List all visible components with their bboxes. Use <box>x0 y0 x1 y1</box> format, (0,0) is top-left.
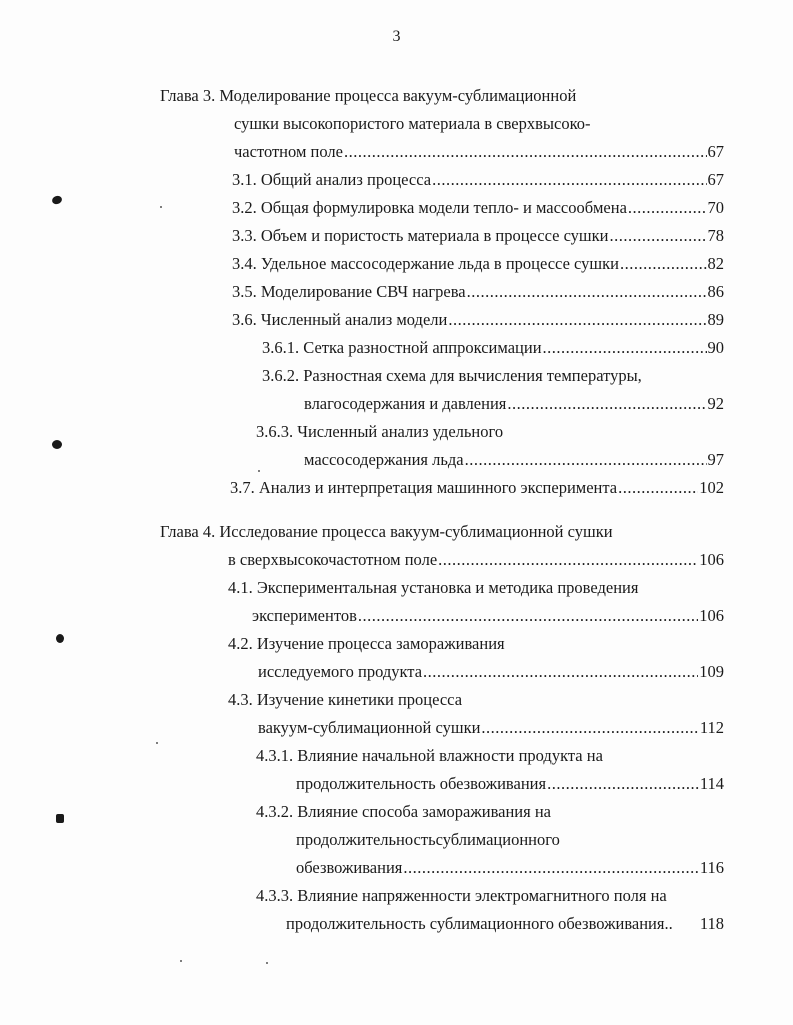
toc-title: 3.6.1. Сетка разностной аппроксимации <box>262 338 542 357</box>
toc-title: продолжительность сублимационного обезвоживания.. <box>286 914 673 933</box>
toc-page: 97 <box>707 450 724 469</box>
toc-entry-3-1 <box>232 170 724 190</box>
toc-entry-3-6-2-line-2 <box>304 394 724 414</box>
toc-page: 109 <box>699 662 724 681</box>
dot-leader <box>432 170 706 190</box>
toc-title: экспериментов <box>252 606 357 625</box>
toc-entry-3-6-3-line-2 <box>304 450 724 470</box>
toc-page: 90 <box>707 338 724 357</box>
toc-title: исследуемого продукта <box>258 662 423 681</box>
chapter-3-heading-line-2: сушки высокопористого материала в сверхвысоко- <box>234 114 591 133</box>
toc-entry-4-1-line-1: 4.1. Экспериментальная установка и методика проведения <box>228 578 639 597</box>
toc-title: 3.3. Объем и пористость материала в процессе сушки <box>232 226 609 245</box>
dot-leader <box>403 858 698 878</box>
toc-entry-3-4 <box>232 254 724 274</box>
toc-page: 67 <box>707 170 724 189</box>
dot-leader <box>481 718 698 738</box>
dot-leader <box>543 338 707 358</box>
toc-title: 3.1. Общий анализ процесса <box>232 170 432 189</box>
toc-entry-4-3-2-line-3 <box>296 858 724 878</box>
toc-entry-4-3-3-line-2 <box>286 914 724 934</box>
toc-entry-3-6 <box>232 310 724 330</box>
toc-entry-4-2-line-2 <box>258 662 724 682</box>
toc-entry-3-2 <box>232 198 724 218</box>
dot-leader <box>465 450 707 470</box>
toc-title: 3.2. Общая формулировка модели тепло- и массообмена <box>232 198 627 217</box>
dot-leader <box>438 550 698 570</box>
toc-page: 114 <box>699 774 724 793</box>
toc-entry-4-3-line-2 <box>258 718 724 738</box>
toc-entry-3-6-1 <box>262 338 724 358</box>
toc-entry-3-7 <box>230 478 724 498</box>
toc-entry-3-6-3-line-1: 3.6.3. Численный анализ удельного <box>256 422 504 441</box>
toc-page: 116 <box>699 858 724 877</box>
toc-entry-4-3-3-line-1: 4.3.3. Влияние напряженности электромагнитного поля на <box>256 886 667 905</box>
toc-title: частотном поле <box>234 142 343 161</box>
dot-leader <box>448 310 706 330</box>
binding-hole-mark <box>56 634 64 643</box>
toc-title: 3.5. Моделирование СВЧ нагрева <box>232 282 466 301</box>
dot-leader <box>609 226 706 246</box>
toc-page: 106 <box>699 606 724 625</box>
binding-hole-mark <box>52 440 62 449</box>
toc-page: 70 <box>707 198 724 217</box>
toc-title: массосодержания льда <box>304 450 464 469</box>
dot-leader <box>628 198 707 218</box>
scan-speck <box>160 206 162 208</box>
toc-title: 3.4. Удельное массосодержание льда в процессе сушки <box>232 254 619 273</box>
dot-leader <box>620 254 707 274</box>
scan-speck <box>156 742 158 744</box>
scan-speck <box>266 962 268 964</box>
scan-speck <box>258 470 260 472</box>
chapter-4-heading-line-1: Глава 4. Исследование процесса вакуум-сублимационной сушки <box>160 522 613 541</box>
dot-leader <box>358 606 698 626</box>
dot-leader <box>507 394 706 414</box>
toc-page: 89 <box>707 310 724 329</box>
toc-entry-3-3 <box>232 226 724 246</box>
dot-leader <box>467 282 707 302</box>
binding-hole-mark <box>51 195 63 206</box>
toc-page: 78 <box>707 226 724 245</box>
toc-entry-4-3-line-1: 4.3. Изучение кинетики процесса <box>228 690 463 709</box>
toc-title: 3.6. Численный анализ модели <box>232 310 448 329</box>
toc-page: 118 <box>699 914 724 933</box>
dot-leader <box>423 662 698 682</box>
toc-entry-4-2-line-1: 4.2. Изучение процесса замораживания <box>228 634 505 653</box>
toc-page: 106 <box>699 550 724 569</box>
binding-hole-mark <box>56 814 64 823</box>
toc-entry-4-3-1-line-1: 4.3.1. Влияние начальной влажности продукта на <box>256 746 603 765</box>
toc-entry-3-5 <box>232 282 724 302</box>
toc-entry-4-3-2-line-1: 4.3.2. Влияние способа замораживания на <box>256 802 552 821</box>
scan-speck <box>180 960 182 962</box>
toc-title: обезвоживания <box>296 858 403 877</box>
toc-page: 86 <box>707 282 724 301</box>
chapter-3-heading-line-1: Глава 3. Моделирование процесса вакуум-сублимационной <box>160 86 577 105</box>
toc-entry-3-6-2-line-1: 3.6.2. Разностная схема для вычисления температуры, <box>262 366 642 385</box>
toc-title: влагосодержания и давления <box>304 394 507 413</box>
toc-page: 67 <box>707 142 724 161</box>
page-number: 3 <box>392 28 401 45</box>
toc-page: 112 <box>699 718 724 737</box>
dot-leader <box>547 774 699 794</box>
toc-entry-4-3-1-line-2 <box>296 774 724 794</box>
toc-page: 92 <box>707 394 724 413</box>
dot-leader <box>618 478 698 498</box>
toc-title: в сверхвысокочастотном поле <box>228 550 438 569</box>
toc-entry-4-1-line-2 <box>252 606 724 626</box>
toc-page: 102 <box>699 478 724 497</box>
toc-title: продолжительность обезвоживания <box>296 774 547 793</box>
dot-leader <box>344 142 707 162</box>
chapter-4-heading-line-2 <box>228 550 724 570</box>
toc-title: 3.7. Анализ и интерпретация машинного эксперимента <box>230 478 618 497</box>
toc-title: вакуум-сублимационной сушки <box>258 718 481 737</box>
toc-entry-4-3-2-line-2: продолжительностьсублимационного <box>296 830 560 849</box>
toc-page: 82 <box>707 254 724 273</box>
chapter-3-heading-line-3 <box>234 142 724 162</box>
